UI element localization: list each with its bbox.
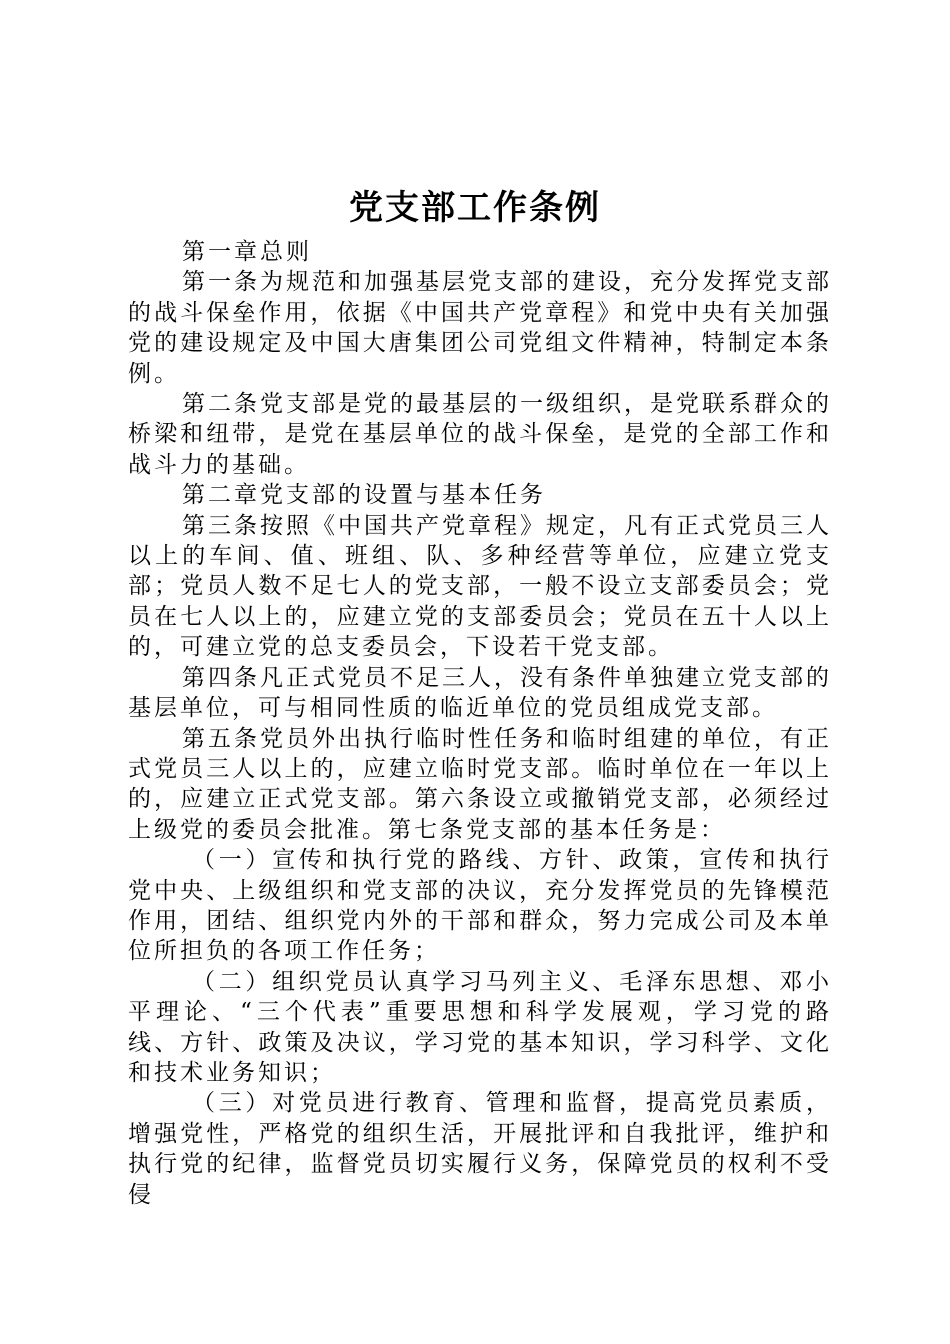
task-item: （一）宣传和执行党的路线、方针、政策，宣传和执行党中央、上级组织和党支部的决议，充分发挥党员的先锋模范作用，团结、组织党内外的干部和群众，努力完成公司及本单位所担负的各项工作任务； (128, 847, 832, 965)
task-item: （三）对党员进行教育、管理和监督，提高党员素质，增强党性，严格党的组织生活，开展批评和自我批评，维护和执行党的纪律，监督党员切实履行义务，保障党员的权利不受侵 (128, 1090, 832, 1208)
article-paragraph: 第三条按照《中国共产党章程》规定，凡有正式党员三人以上的车间、值、班组、队、多种经营等单位，应建立党支部；党员人数不足七人的党支部，一般不设立支部委员会；党员在七人以上的，应建立党的支部委员会；党员在五十人以上的，可建立党的总支委员会，下设若干党支部。 (128, 512, 832, 661)
task-item: （二）组织党员认真学习马列主义、毛泽东思想、邓小平理论、“三个代表”重要思想和科学发展观，学习党的路线、方针、政策及决议，学习党的基本知识，学习科学、文化和技术业务知识； (128, 968, 832, 1086)
document-body (128, 237, 832, 1210)
chapter-heading: 第二章党支部的设置与基本任务 (182, 482, 546, 509)
document-title: 党支部工作条例 (349, 188, 601, 228)
article-paragraph: 第一条为规范和加强基层党支部的建设，充分发挥党支部的战斗保垒作用，依据《中国共产党章程》和党中央有关加强党的建设规定及中国大唐集团公司党组文件精神，特制定本条例。 (128, 269, 832, 387)
article-paragraph: 第四条凡正式党员不足三人，没有条件单独建立党支部的基层单位，可与相同性质的临近单位的党员组成党支部。 (128, 664, 832, 722)
chapter-heading: 第一章总则 (182, 239, 312, 265)
article-paragraph: 第五条党员外出执行临时性任务和临时组建的单位，有正式党员三人以上的，应建立临时党支部。临时单位在一年以上的，应建立正式党支部。第六条设立或撤销党支部，必须经过上级党的委员会批准。第七条党支部的基本任务是： (128, 725, 832, 843)
article-paragraph: 第二条党支部是党的最基层的一级组织，是党联系群众的桥梁和纽带，是党在基层单位的战斗保垒，是党的全部工作和战斗力的基础。 (128, 391, 832, 478)
